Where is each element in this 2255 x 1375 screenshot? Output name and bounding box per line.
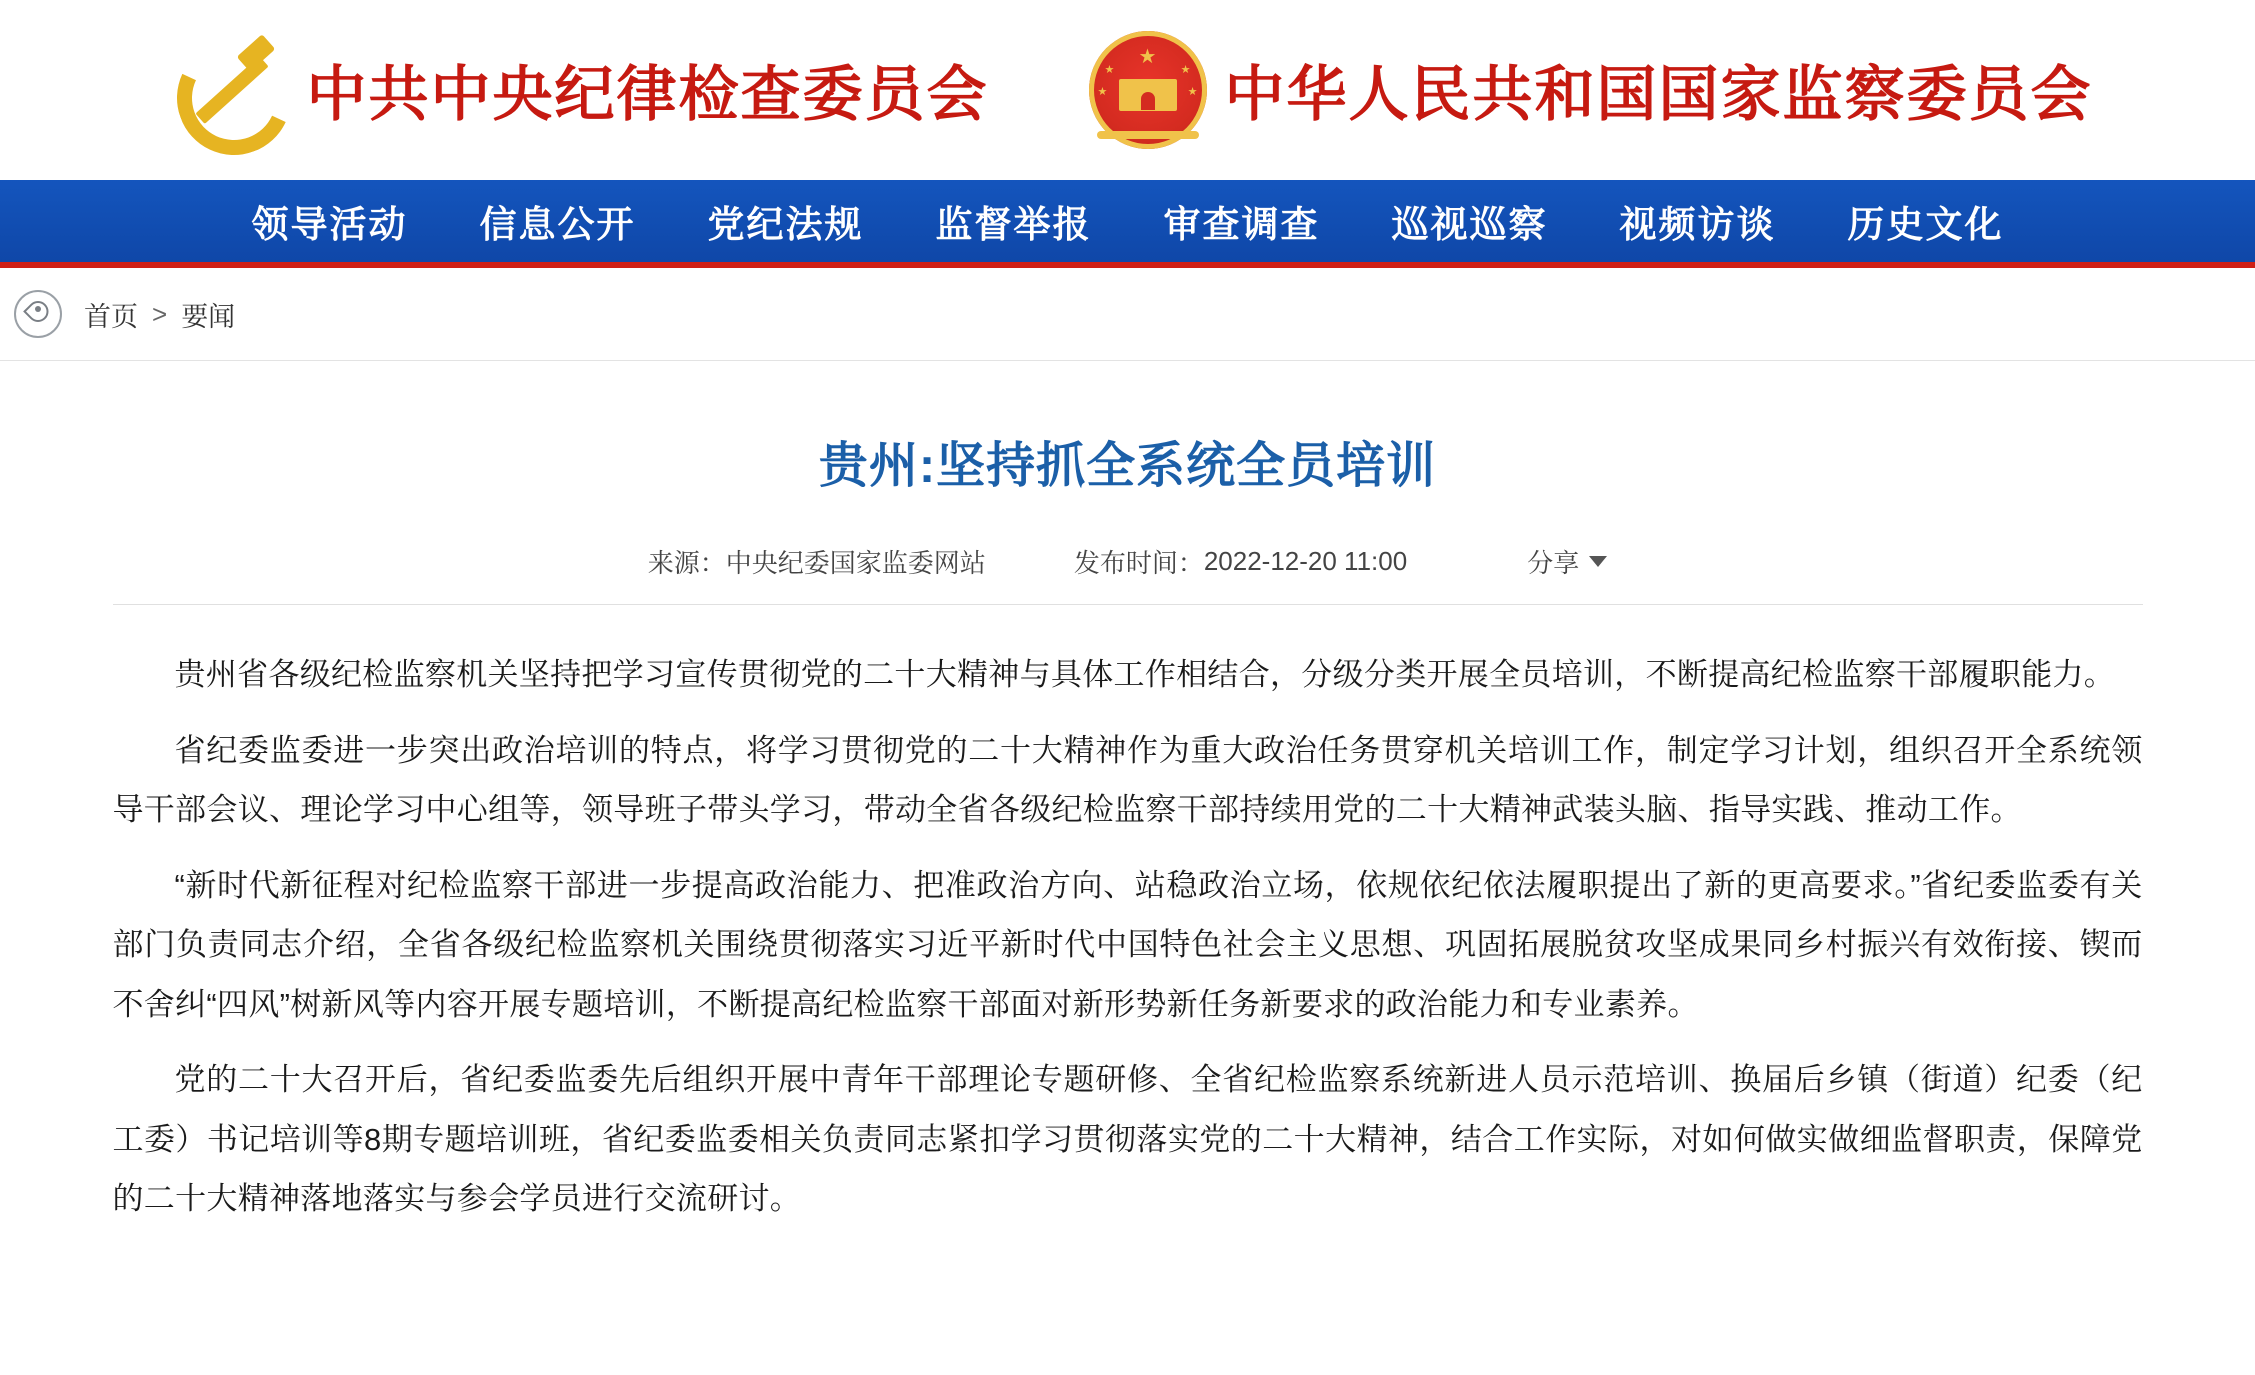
meta-publish-label: 发布时间： [1073, 548, 1204, 578]
article-paragraph: 党的二十大召开后，省纪委监委先后组织开展中青年干部理论专题研修、全省纪检监察系统新进人员示范培训、换届后乡镇（街道）纪委（纪工委）书记培训等8期专题培训班，省纪委监委相关负责同志紧扣学习贯彻落实党的二十大精神，结合工作实际，对如何做实做细监督职责，保障党的二十大精神落地落实与参会学员进行交流研讨。 [112, 1062, 2143, 1217]
article-paragraph: “新时代新征程对纪检监察干部进一步提高政治能力、把准政治方向、站稳政治立场，依规依纪依法履职提出了新的更高要求。”省纪委监委有关部门负责同志介绍，全省各级纪检监察机关围绕贯彻落实习近平新时代中国特色社会主义思想、巩固拓展脱贫攻坚成果同乡村振兴有效衔接、锲而不舍纠“四风”树新风等内容开展专题培训，不断提高纪检监察干部面对新形势新任务新要求的政治能力和专业素养。 [112, 867, 2143, 1022]
breadcrumb-separator: > [152, 298, 168, 329]
hammer-sickle-emblem-icon [163, 27, 289, 153]
header-block-nsc [1089, 31, 2093, 149]
nav-item-history-culture[interactable]: 历史文化 [1847, 205, 2004, 246]
article-paragraph: 贵州省各级纪检监察机关坚持把学习宣传贯彻党的二十大精神与具体工作相结合，分级分类开展全员培训，不断提高纪检监察干部履职能力。 [174, 657, 2116, 692]
page-title: 贵州:坚持抓全系统全员培训 [818, 439, 1437, 493]
nav-item-video-interview[interactable]: 视频访谈 [1619, 205, 1776, 246]
nav-item-inspection-tour[interactable]: 巡视巡察 [1391, 205, 1548, 246]
breadcrumb [0, 268, 2255, 361]
chevron-down-icon [1589, 556, 1607, 567]
article-paragraph: 省纪委监委进一步突出政治培训的特点，将学习贯彻党的二十大精神作为重大政治任务贯穿机关培训工作，制定学习计划，组织召开全系统领导干部会议、理论学习中心组等，领导班子带头学习，带动全省各级纪检监察干部持续用党的二十大精神武装头脑、指导实践、推动工作。 [112, 732, 2143, 828]
share-button[interactable] [1527, 543, 1607, 580]
location-pin-icon [14, 290, 62, 338]
nav-item-information-disclosure[interactable]: 信息公开 [479, 205, 636, 246]
meta-source [648, 543, 986, 580]
nsc-title: 中华人民共和国国家监察委员会 [1224, 62, 2093, 128]
article [113, 361, 2143, 1229]
meta-source-label: 来源： [647, 548, 726, 578]
header-block-ccdi [163, 27, 989, 153]
meta-source-value: 中央纪委国家监委网站 [725, 548, 986, 578]
main-nav [0, 180, 2255, 268]
ccdi-title: 中共中央纪律检查委员会 [306, 62, 989, 128]
nav-item-supervision-report[interactable]: 监督举报 [935, 205, 1092, 246]
share-label: 分享 [1527, 548, 1580, 578]
nav-item-party-discipline-regulations[interactable]: 党纪法规 [707, 205, 864, 246]
meta-publish-value: 2022-12-20 11:00 [1203, 546, 1408, 576]
breadcrumb-current: 要闻 [181, 301, 236, 332]
breadcrumb-home[interactable]: 首页 [84, 301, 138, 332]
nav-item-review-investigation[interactable]: 审查调查 [1163, 205, 1320, 246]
article-meta [113, 543, 2143, 605]
national-emblem-icon: ★ ★ ★ ★ ★ [1089, 31, 1207, 149]
site-header [0, 0, 2255, 180]
article-body [113, 645, 2143, 1229]
meta-publish [1074, 543, 1407, 580]
nav-item-leadership[interactable]: 领导活动 [251, 205, 408, 246]
